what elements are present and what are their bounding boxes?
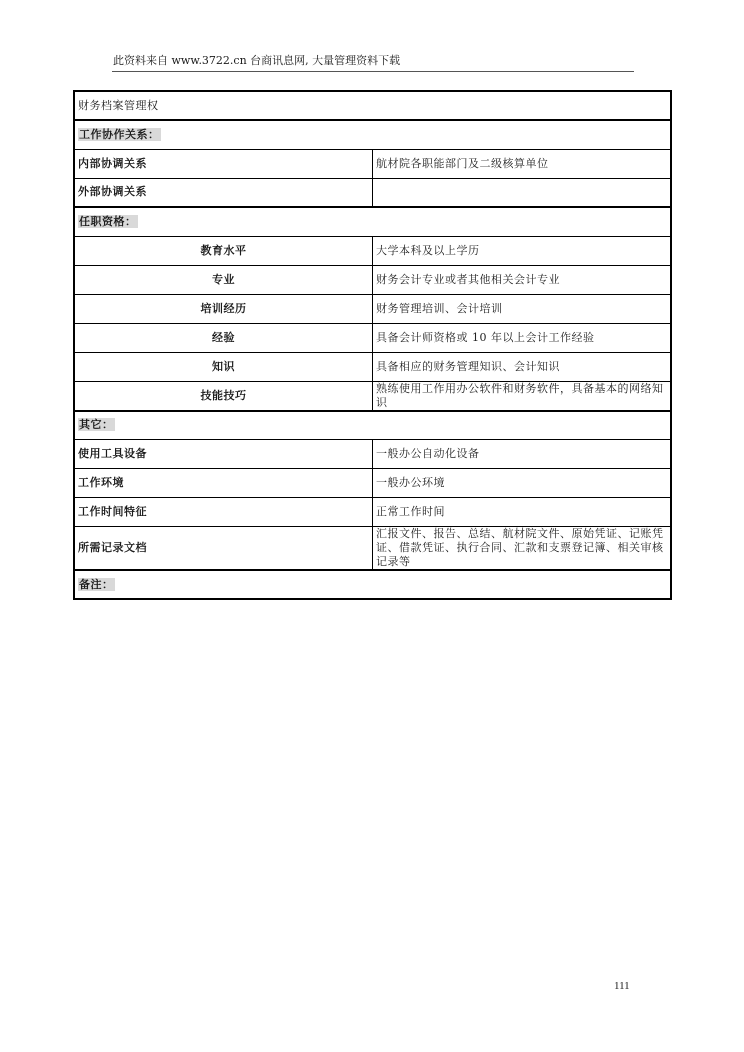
table-row	[74, 381, 671, 411]
row-value: 具备会计师资格或 10 年以上会计工作经验	[373, 323, 672, 352]
table-row	[74, 498, 671, 527]
top-row-cell: 财务档案管理权	[74, 91, 671, 120]
table-row	[74, 440, 671, 469]
row-label: 所需记录文档	[74, 527, 373, 571]
section-remarks	[74, 570, 671, 599]
section-collaboration	[74, 120, 671, 149]
row-value: 正常工作时间	[373, 498, 672, 527]
row-value: 大学本科及以上学历	[373, 236, 672, 265]
row-value: 具备相应的财务管理知识、会计知识	[373, 352, 672, 381]
page-header	[112, 53, 634, 72]
row-label: 外部协调关系	[74, 178, 373, 207]
job-description-table	[73, 90, 672, 600]
header-text: 此资料来自 www.3722.cn 台商讯息网, 大量管理资料下载	[113, 54, 401, 67]
section-title: 任职资格：	[79, 214, 137, 228]
section-title: 工作协作关系：	[79, 127, 160, 141]
section-title: 备注：	[79, 577, 114, 591]
table-row	[74, 265, 671, 294]
row-label: 工作时间特征	[74, 498, 373, 527]
row-label: 技能技巧	[74, 381, 373, 411]
table-row	[74, 91, 671, 120]
table-row	[74, 469, 671, 498]
row-label: 培训经历	[74, 294, 373, 323]
row-label: 内部协调关系	[74, 149, 373, 178]
section-row	[74, 570, 671, 599]
row-value: 一般办公自动化设备	[373, 440, 672, 469]
section-qualifications	[74, 207, 671, 236]
row-value: 一般办公环境	[373, 469, 672, 498]
row-label: 专业	[74, 265, 373, 294]
section-row	[74, 207, 671, 236]
section-title: 其它：	[79, 418, 114, 432]
page-number: 111	[614, 980, 630, 992]
row-label: 知识	[74, 352, 373, 381]
row-value: 财务管理培训、会计培训	[373, 294, 672, 323]
table-row	[74, 527, 671, 571]
row-label: 使用工具设备	[74, 440, 373, 469]
row-value: 汇报文件、报告、总结、航材院文件、原始凭证、记账凭证、借款凭证、执行合同、汇款和支票登记簿、相关审核记录等	[373, 527, 672, 571]
row-value: 航材院各职能部门及二级核算单位	[373, 149, 672, 178]
row-label: 经验	[74, 323, 373, 352]
section-other	[74, 411, 671, 440]
row-label: 工作环境	[74, 469, 373, 498]
table-row	[74, 323, 671, 352]
table-row	[74, 294, 671, 323]
section-row	[74, 411, 671, 440]
section-row	[74, 120, 671, 149]
table-row	[74, 236, 671, 265]
row-label: 教育水平	[74, 236, 373, 265]
row-value: 财务会计专业或者其他相关会计专业	[373, 265, 672, 294]
row-value	[373, 178, 672, 207]
table-row	[74, 352, 671, 381]
table-row	[74, 149, 671, 178]
table-row	[74, 178, 671, 207]
row-value: 熟练使用工作用办公软件和财务软件，具备基本的网络知识	[373, 381, 672, 411]
